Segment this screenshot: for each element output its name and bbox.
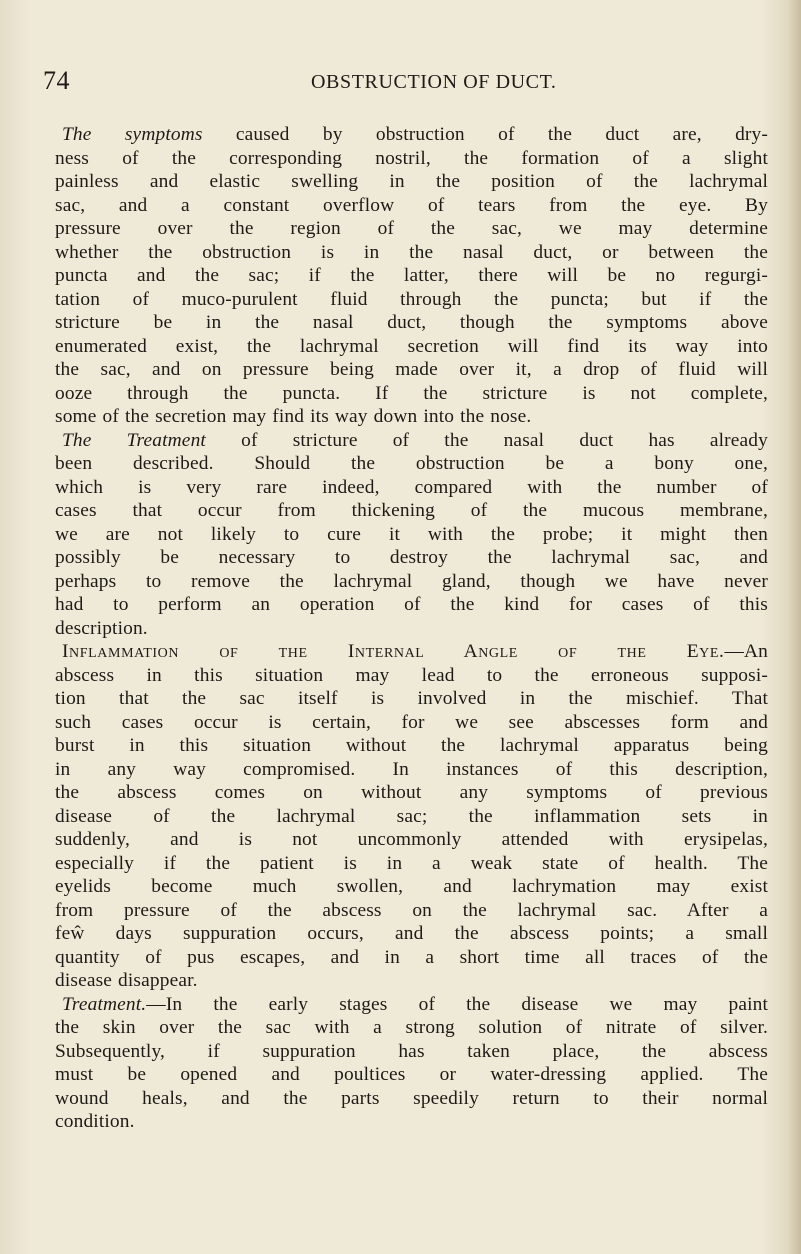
- text-line: must be opened and poultices or water-dressing applied. The: [55, 1064, 768, 1085]
- text-line: description.: [55, 617, 148, 639]
- text-line: the abscess comes on without any symptoms of previous: [55, 782, 768, 803]
- text-line: suddenly, and is not uncommonly attended with erysipelas,: [55, 829, 768, 850]
- text-line: possibly be necessary to destroy the lachrymal sac, and: [55, 547, 768, 568]
- section-heading: Inflammation of the Internal Angle of the Eye.: [62, 641, 725, 662]
- italic-lead: Treatment.: [62, 993, 147, 1015]
- text-line: puncta and the sac; if the latter, there will be no regurgi-: [55, 265, 768, 286]
- text-line: we are not likely to cure it with the probe; it might then: [55, 523, 768, 545]
- text-line: the skin over the sac with a strong solution of nitrate of silver.: [55, 1017, 768, 1038]
- text-line: such cases occur is certain, for we see abscesses form and: [55, 711, 768, 733]
- text-line: tation of muco-purulent fluid through the puncta; but if the: [55, 288, 768, 310]
- text-line: from pressure of the abscess on the lachrymal sac. After a: [55, 899, 768, 921]
- text-line: whether the obstruction is in the nasal duct, or between the: [55, 241, 768, 263]
- text-line: burst in this situation without the lachrymal apparatus being: [55, 735, 768, 756]
- body-text: [55, 123, 768, 1134]
- text-line: some of the secretion may find its way down into the nose.: [55, 406, 532, 427]
- text-line: painless and elastic swelling in the position of the lachrymal: [55, 171, 768, 192]
- text-line: Inflammation of the Internal Angle of the Eye.—An: [62, 641, 768, 662]
- text-line: condition.: [55, 1111, 135, 1132]
- text-line: cases that occur from thickening of the mucous membrane,: [55, 500, 768, 521]
- text-line: The Treatment of stricture of the nasal duct has already: [62, 429, 768, 451]
- italic-lead: The Treatment: [62, 429, 206, 451]
- text-line: wound heals, and the parts speedily return to their normal: [55, 1087, 768, 1109]
- page-edge-shadow: [787, 0, 801, 1254]
- text-line: stricture be in the nasal duct, though the symptoms above: [55, 312, 768, 333]
- text-line: eyelids become much swollen, and lachrymation may exist: [55, 876, 768, 897]
- text-line: feŵ days suppuration occurs, and the abscess points; a small: [55, 923, 768, 944]
- text-line: disease of the lachrymal sac; the inflammation sets in: [55, 805, 768, 827]
- text-line: the sac, and on pressure being made over it, a drop of fluid will: [55, 359, 768, 380]
- text-line: enumerated exist, the lachrymal secretion will find its way into: [55, 335, 768, 357]
- page-number: 74: [43, 66, 70, 95]
- page-header: [43, 66, 743, 100]
- text-line: ness of the corresponding nostril, the formation of a slight: [55, 147, 768, 169]
- text-line: which is very rare indeed, compared with the number of: [55, 476, 768, 498]
- text-line: disease disappear.: [55, 970, 198, 991]
- text-line: The symptoms caused by obstruction of the duct are, dry-: [62, 124, 768, 145]
- text-line: tion that the sac itself is involved in the mischief. That: [55, 688, 768, 709]
- text-line: been described. Should the obstruction be a bony one,: [55, 453, 768, 474]
- text-line: pressure over the region of the sac, we may determine: [55, 218, 768, 239]
- text-line: Subsequently, if suppuration has taken place, the abscess: [55, 1040, 768, 1062]
- text-line: abscess in this situation may lead to the erroneous supposi-: [55, 664, 768, 686]
- text-line: sac, and a constant overflow of tears from the eye. By: [55, 194, 768, 216]
- text-line: perhaps to remove the lachrymal gland, though we have never: [55, 570, 768, 592]
- running-title: OBSTRUCTION OF DUCT.: [311, 71, 557, 93]
- italic-lead: The symptoms: [62, 124, 203, 145]
- text-line: had to perform an operation of the kind for cases of this: [55, 594, 768, 615]
- text-line: especially if the patient is in a weak state of health. The: [55, 852, 768, 874]
- text-line: Treatment.—In the early stages of the disease we may paint: [62, 993, 768, 1015]
- text-line: quantity of pus escapes, and in a short time all traces of the: [55, 946, 768, 968]
- text-line: ooze through the puncta. If the stricture is not complete,: [55, 382, 768, 404]
- text-line: in any way compromised. In instances of this description,: [55, 758, 768, 780]
